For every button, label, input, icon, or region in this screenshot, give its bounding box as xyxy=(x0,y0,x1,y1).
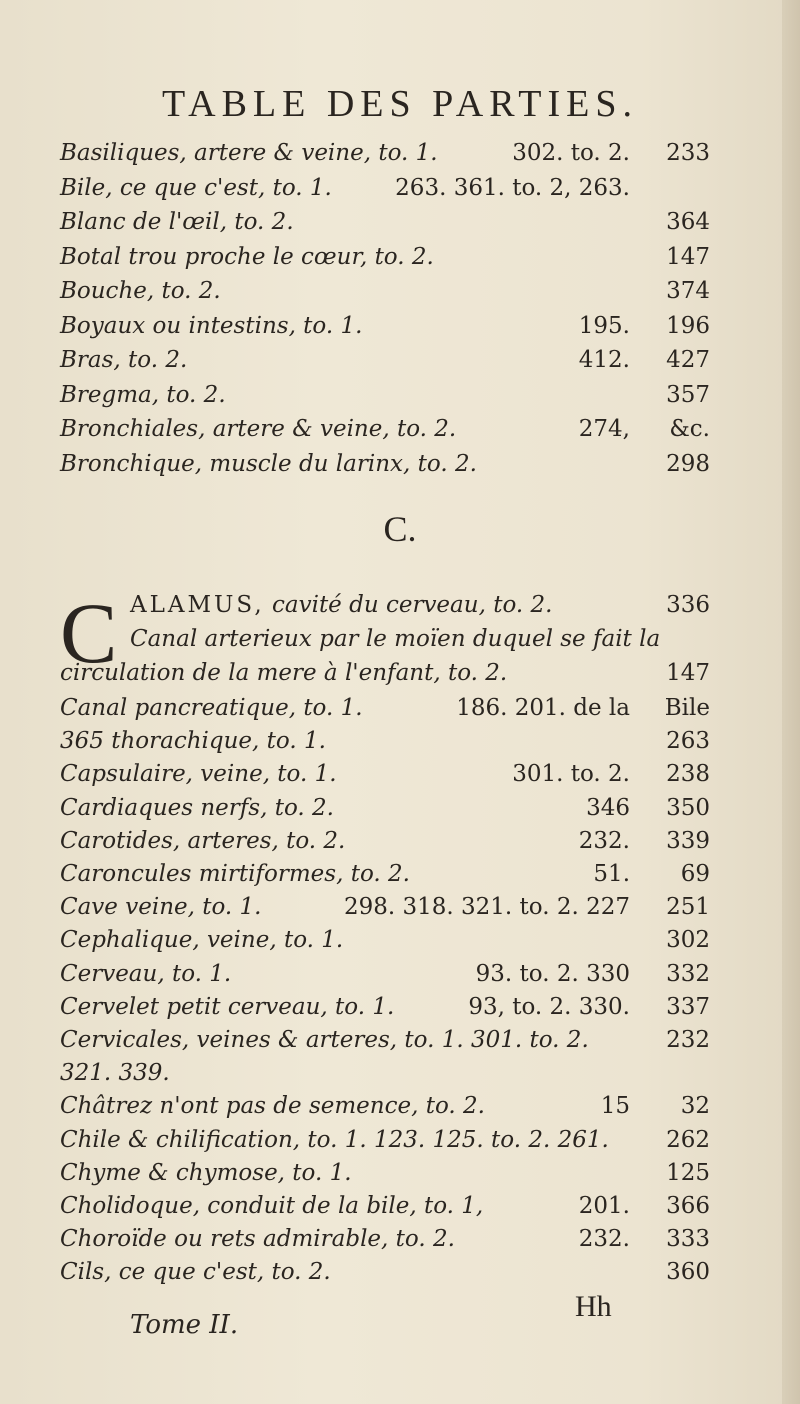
entry-term: Chyme & chymose, to. 1. xyxy=(60,1159,352,1186)
entry-page-ref: 232 xyxy=(666,1027,710,1053)
entry-term: Cervelet petit cerveau, to. 1. xyxy=(60,993,395,1020)
index-entry xyxy=(60,761,710,795)
entry-term: Cephalique, veine, to. 1. xyxy=(60,927,344,954)
entry-term: Cholidoque, conduit de la bile, to. 1, xyxy=(60,1193,484,1219)
index-entry xyxy=(60,382,710,416)
entry-term: Canal pancreatique, to. 1. xyxy=(60,695,363,721)
entry-page-ref: 233 xyxy=(666,140,710,166)
entry-mid-refs: 186. 201. de la xyxy=(456,695,630,721)
index-entry xyxy=(60,1060,710,1094)
entry-term: Caroncules mirtiformes, to. 2. xyxy=(60,861,410,887)
entry-term: Bile, ce que c'est, to. 1. xyxy=(60,174,332,201)
entry-term: Cervicales, veines & arteres, to. 1. 301. to. 2. xyxy=(60,1027,589,1053)
entry-page-ref: 32 xyxy=(680,1093,710,1120)
entry-mid-refs: 93. to. 2. 330 xyxy=(475,960,630,987)
index-entry xyxy=(60,1226,710,1260)
entry-page-ref: 196 xyxy=(666,312,710,339)
entry-term: Choroïde ou rets admirable, to. 2. xyxy=(60,1226,455,1253)
index-entry xyxy=(60,313,710,347)
index-entry xyxy=(60,1093,710,1127)
index-entry-calamus xyxy=(130,592,710,618)
entry-term: Bouche, to. 2. xyxy=(60,278,221,304)
index-entry xyxy=(60,795,710,829)
entry-page-ref: 263 xyxy=(666,728,710,755)
entry-mid-refs: 412. xyxy=(578,347,630,373)
volume-label: Tome II. xyxy=(130,1310,239,1340)
entry-term: Châtrez n'ont pas de semence, to. 2. xyxy=(60,1093,485,1120)
entry-page-ref: 298 xyxy=(666,450,710,477)
entry-term: Bronchiales, artere & veine, to. 2. xyxy=(60,416,457,442)
entry-term: Botal trou proche le cœur, to. 2. xyxy=(60,243,434,270)
entry-mid-refs: 346 xyxy=(586,794,630,821)
index-entry xyxy=(60,175,710,209)
entry-term: Boyaux ou intestins, to. 1. xyxy=(60,312,363,339)
entry-page-ref: &c. xyxy=(669,416,710,442)
index-entry xyxy=(60,451,710,485)
entry-term: Capsulaire, veine, to. 1. xyxy=(60,761,337,788)
index-entry xyxy=(60,828,710,862)
entry-term: Chile & chilification, to. 1. 123. 125. to. 2. 261. xyxy=(60,1126,609,1153)
index-entry xyxy=(60,140,710,174)
index-entry-circulation xyxy=(60,660,710,686)
index-entry-canal-arterieux: Canal arterieux par le moïen duquel se fait la xyxy=(130,626,661,652)
drop-cap: C xyxy=(60,585,118,681)
circulation-text: circulation de la mere à l'enfant, to. 2. xyxy=(60,660,508,686)
entry-mid-refs: 51. xyxy=(593,861,630,887)
entry-page-ref: 364 xyxy=(666,209,710,235)
entry-mid-refs: 232. xyxy=(578,1226,630,1253)
entry-mid-refs: 302. to. 2. xyxy=(512,140,630,166)
entry-term: 365 thorachique, to. 1. xyxy=(60,728,326,755)
index-entry xyxy=(60,927,710,961)
entry-mid-refs: 93, to. 2. 330. xyxy=(468,993,630,1020)
entry-mid-refs: 301. to. 2. xyxy=(512,761,630,788)
entry-page-ref: 238 xyxy=(666,761,710,788)
entry-page-ref: 337 xyxy=(666,993,710,1020)
entry-mid-refs: 201. xyxy=(578,1193,630,1219)
entry-page-ref: 360 xyxy=(666,1259,710,1286)
entry-page-ref: 125 xyxy=(666,1159,710,1186)
entry-page-ref: Bile xyxy=(664,695,710,721)
entry-mid-refs: 263. 361. to. 2, 263. xyxy=(395,174,630,201)
entry-term: Cardiaques nerfs, to. 2. xyxy=(60,794,334,821)
entry-term: 321. 339. xyxy=(60,1060,170,1087)
calamus-ref: 336 xyxy=(666,592,710,618)
index-entry xyxy=(60,1193,710,1227)
circulation-ref: 147 xyxy=(666,660,710,686)
index-entry xyxy=(60,695,710,729)
entry-mid-refs: 232. xyxy=(578,827,630,854)
entry-page-ref: 333 xyxy=(666,1226,710,1253)
entry-term: Carotides, arteres, to. 2. xyxy=(60,827,346,854)
entry-term: Blanc de l'œil, to. 2. xyxy=(60,209,294,235)
entry-page-ref: 262 xyxy=(666,1126,710,1153)
index-entry xyxy=(60,728,710,762)
calamus-text: cavité du cerveau, to. 2. xyxy=(272,592,553,618)
entry-page-ref: 339 xyxy=(666,827,710,854)
index-entry xyxy=(60,244,710,278)
entry-term: Cils, ce que c'est, to. 2. xyxy=(60,1259,331,1286)
index-entry xyxy=(60,1027,710,1061)
index-entry xyxy=(60,1259,710,1293)
index-entry xyxy=(60,416,710,450)
entry-term: Basiliques, artere & veine, to. 1. xyxy=(60,140,438,166)
entry-page-ref: 366 xyxy=(666,1193,710,1219)
entry-term: Cerveau, to. 1. xyxy=(60,960,232,987)
index-entry xyxy=(60,278,710,312)
section-letter-heading: C. xyxy=(383,509,417,549)
entry-mid-refs: 274, xyxy=(578,416,630,442)
index-entry xyxy=(60,1160,710,1194)
index-entry xyxy=(60,861,710,895)
page-edge xyxy=(782,0,800,1404)
page-title: TABLE DES PARTIES. xyxy=(161,83,639,125)
index-entry xyxy=(60,209,710,243)
entry-page-ref: 427 xyxy=(666,347,710,373)
index-entry xyxy=(60,1127,710,1161)
entry-mid-refs: 15 xyxy=(600,1093,630,1120)
index-entry xyxy=(60,347,710,381)
entry-term: Bras, to. 2. xyxy=(60,347,188,373)
entry-mid-refs: 195. xyxy=(578,312,630,339)
entry-page-ref: 69 xyxy=(680,861,710,887)
index-entry xyxy=(60,994,710,1028)
entry-term: Bregma, to. 2. xyxy=(60,381,226,408)
entry-term: Bronchique, muscle du larinx, to. 2. xyxy=(60,450,477,477)
entry-page-ref: 251 xyxy=(666,894,710,921)
entry-page-ref: 147 xyxy=(666,243,710,270)
entry-page-ref: 350 xyxy=(666,794,710,821)
entry-page-ref: 374 xyxy=(666,278,710,304)
entry-page-ref: 302 xyxy=(666,927,710,954)
calamus-lead: ALAMUS, xyxy=(130,592,265,618)
entry-page-ref: 332 xyxy=(666,960,710,987)
entry-term: Cave veine, to. 1. xyxy=(60,894,262,921)
signature-mark: Hh xyxy=(575,1290,612,1323)
entry-page-ref: 357 xyxy=(666,381,710,408)
index-entry xyxy=(60,894,710,928)
entry-mid-refs: 298. 318. 321. to. 2. 227 xyxy=(343,894,630,921)
index-entry xyxy=(60,961,710,995)
